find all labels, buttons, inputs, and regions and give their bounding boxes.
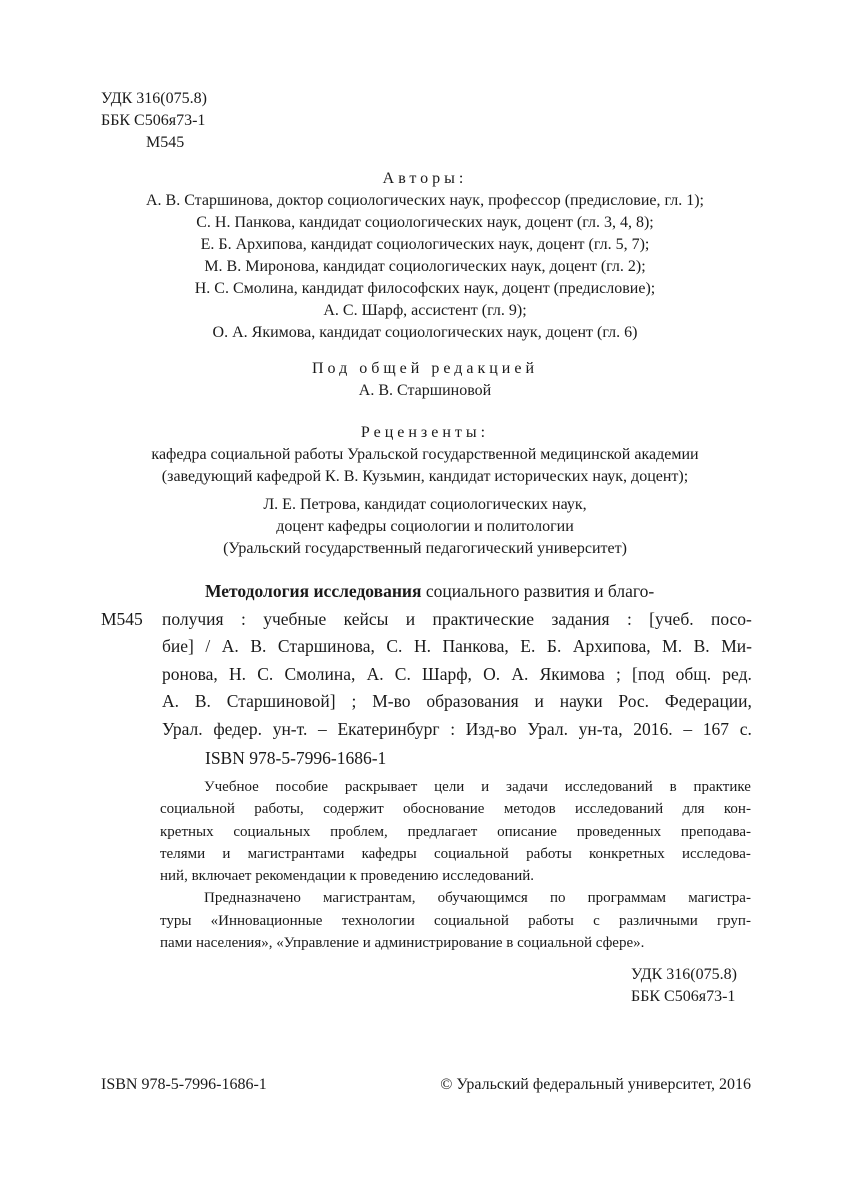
udk-code: УДК 316(075.8) — [101, 90, 207, 107]
footer-classification-codes — [631, 964, 737, 1008]
footer-isbn: ISBN 978-5-7996-1686-1 — [101, 1076, 267, 1093]
authors-heading: Авторы: — [382, 170, 468, 187]
annotation-line: Учебное пособие раскрывает цели и задачи исследований в практике — [204, 779, 751, 795]
reviewer-line: кафедра социальной работы Уральской государственной медицинской академии — [151, 446, 699, 463]
editor-section — [95, 358, 755, 402]
annotation-line: социальной работы, содержит обоснование методов исследований для кон- — [160, 801, 751, 818]
bibliographic-record — [101, 578, 761, 773]
author-line: А. С. Шарф, ассистент (гл. 9); — [323, 302, 527, 319]
biblio-isbn: ISBN 978-5-7996-1686-1 — [205, 748, 387, 768]
author-line: Н. С. Смолина, кандидат философских наук, доцент (предисловие); — [194, 280, 656, 297]
editor-heading: Под общей редакцией — [311, 360, 539, 377]
author-cipher: М545 — [146, 134, 185, 151]
author-line: О. А. Якимова, кандидат социологических наук, доцент (гл. 6) — [212, 324, 638, 341]
book-subtitle: социального развития и благо- — [425, 581, 655, 601]
footer-bbk-code: ББК С506я73-1 — [631, 988, 736, 1005]
biblio-cipher: М545 — [101, 608, 143, 629]
annotation-line: ний, включает рекомендации к проведению исследований. — [160, 868, 535, 885]
biblio-line: бие] / А. В. Старшинова, С. Н. Панкова, Е. Б. Архипова, М. В. Ми- — [162, 636, 752, 656]
annotation-line: туры «Инновационные технологии социальной работы с различными груп- — [160, 912, 751, 929]
footer-udk-code: УДК 316(075.8) — [631, 966, 737, 983]
reviewers-section — [95, 422, 755, 560]
classification-codes — [101, 88, 207, 154]
author-line: С. Н. Панкова, кандидат социологических наук, доцент (гл. 3, 4, 8); — [196, 214, 654, 231]
author-line: Е. Б. Архипова, кандидат социологических наук, доцент (гл. 5, 7); — [200, 236, 650, 253]
annotation — [160, 776, 751, 954]
reviewer-line: доцент кафедры социологии и политологии — [276, 518, 574, 535]
reviewer-line: Л. Е. Петрова, кандидат социологических наук, — [263, 496, 587, 513]
annotation-line: кретных социальных проблем, предлагает описание проведенных преподава- — [160, 823, 751, 840]
author-line: А. В. Старшинова, доктор социологических наук, профессор (предисловие, гл. 1); — [145, 192, 704, 209]
annotation-line: Предназначено магистрантам, обучающимся по программам магистра- — [204, 890, 751, 907]
copyright: © Уральский федеральный университет, 2016 — [440, 1076, 751, 1093]
editor-name: А. В. Старшиновой — [358, 382, 492, 399]
reviewer-line: (заведующий кафедрой К. В. Кузьмин, кандидат исторических наук, доцент); — [161, 468, 689, 485]
reviewers-heading: Рецензенты: — [360, 424, 490, 441]
author-line: М. В. Миронова, кандидат социологических наук, доцент (гл. 2); — [204, 258, 646, 275]
authors-section — [95, 168, 755, 344]
biblio-line: Урал. федер. ун-т. – Екатеринбург : Изд-во Урал. ун-та, 2016. – 167 с. — [162, 718, 752, 739]
biblio-line — [162, 578, 752, 606]
reviewer-line: (Уральский государственный педагогический университет) — [223, 540, 627, 557]
biblio-line: А. В. Старшиновой] ; М-во образования и науки Рос. Федерации, — [162, 691, 752, 711]
biblio-line: получия : учебные кейсы и практические задания : [учеб. посо- — [162, 608, 752, 629]
bbk-code: ББК С506я73-1 — [101, 112, 206, 129]
biblio-line: ронова, Н. С. Смолина, А. С. Шарф, О. А. Якимова ; [под общ. ред. — [162, 663, 752, 684]
annotation-line: пами населения», «Управление и администрирование в социальной сфере». — [160, 935, 645, 952]
book-title: Методология исследования — [205, 581, 422, 601]
annotation-line: телями и магистрантами кафедры социальной работы конкретных исследова- — [160, 845, 751, 862]
